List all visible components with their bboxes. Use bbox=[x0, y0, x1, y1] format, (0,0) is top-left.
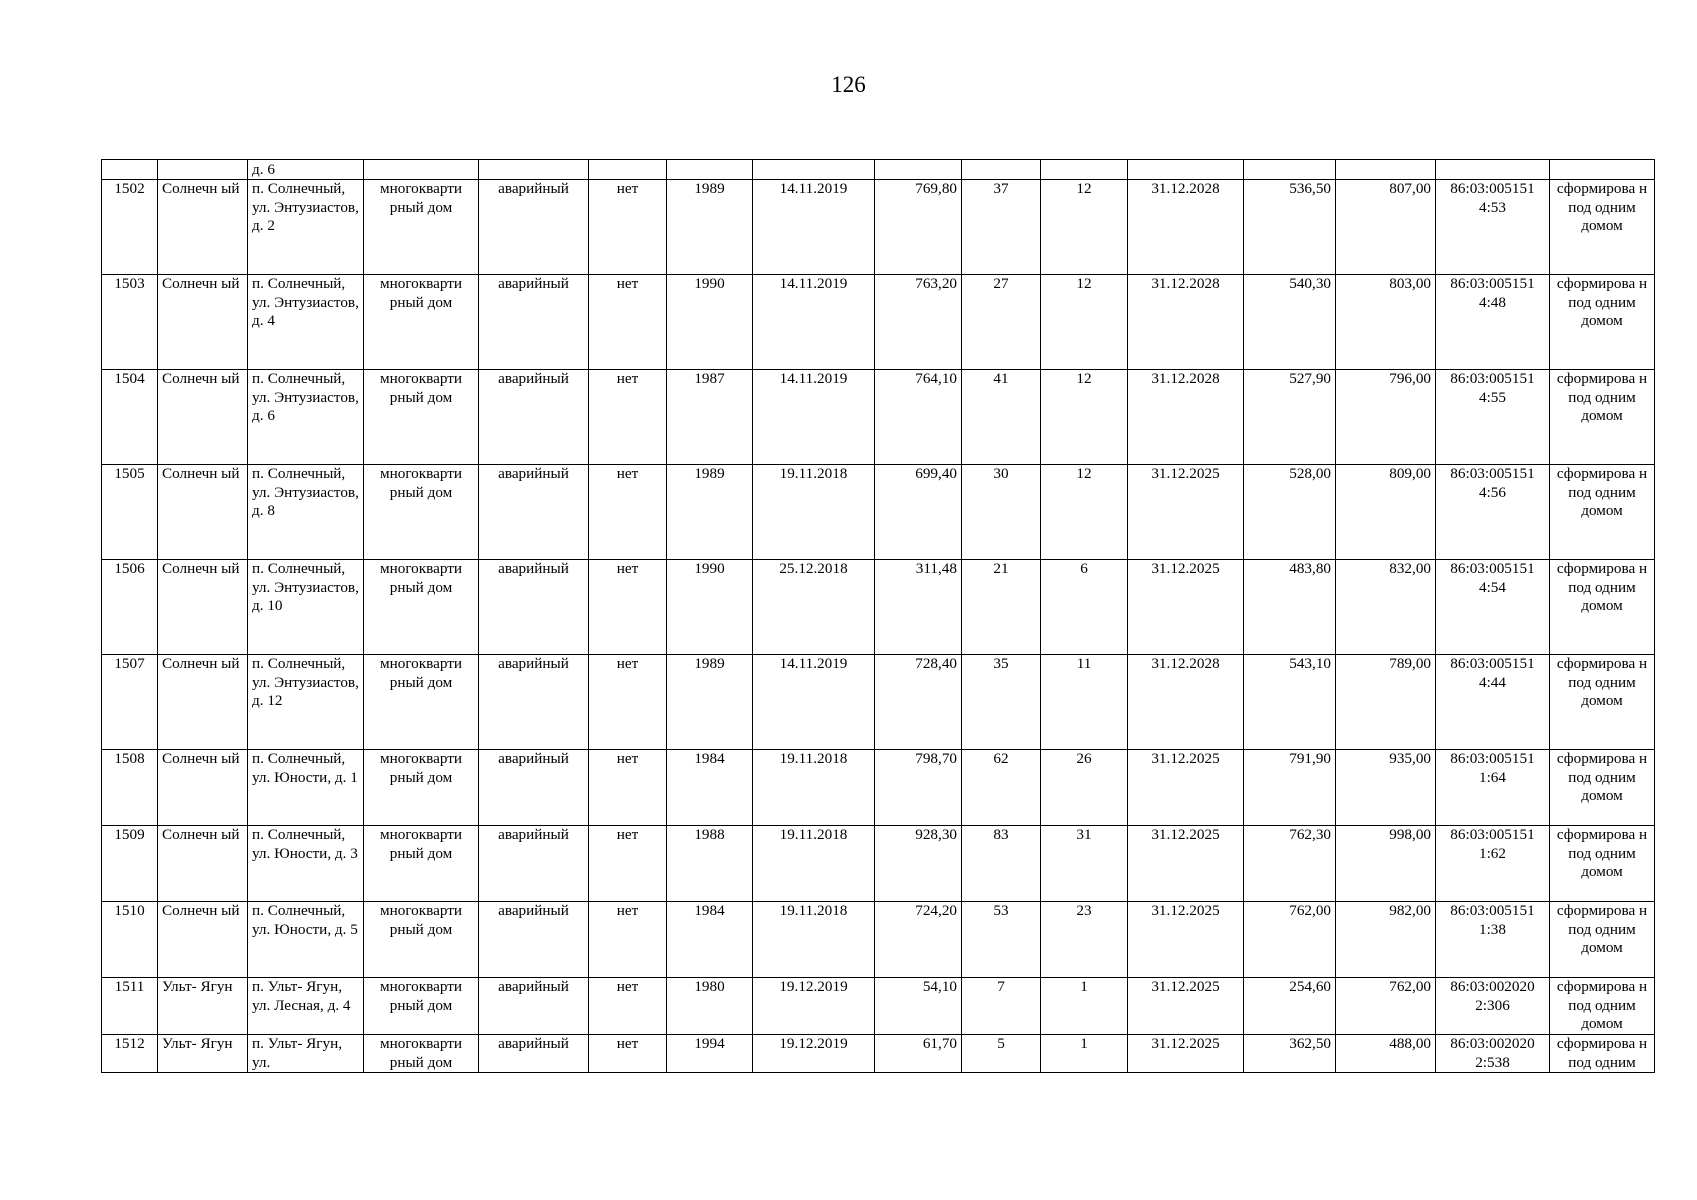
status-cell: аварийный bbox=[479, 902, 589, 978]
area-2-cell: 791,90 bbox=[1244, 750, 1336, 826]
table-body bbox=[102, 160, 1655, 1073]
note-cell: сформирова н под одним домом bbox=[1550, 180, 1655, 275]
municipality-cell: Солнечн ый bbox=[158, 826, 248, 902]
cadastral-number-cell: 86:03:005151 4:48 bbox=[1436, 275, 1550, 370]
units-cell: 12 bbox=[1041, 370, 1128, 465]
status-cell: аварийный bbox=[479, 750, 589, 826]
flag-cell: нет bbox=[589, 370, 667, 465]
municipality-cell: Солнечн ый bbox=[158, 275, 248, 370]
status-cell: аварийный bbox=[479, 655, 589, 750]
status-cell: аварийный bbox=[479, 180, 589, 275]
row-number-cell: 1506 bbox=[102, 560, 158, 655]
note-cell: сформирова н под одним домом bbox=[1550, 750, 1655, 826]
row-number-cell: 1503 bbox=[102, 275, 158, 370]
row-number-cell: 1504 bbox=[102, 370, 158, 465]
building-type-cell: многокварти рный дом bbox=[364, 750, 479, 826]
row-number-cell: 1507 bbox=[102, 655, 158, 750]
area-2-cell: 762,00 bbox=[1244, 902, 1336, 978]
area-2-cell: 527,90 bbox=[1244, 370, 1336, 465]
municipality-cell: Солнечн ый bbox=[158, 370, 248, 465]
flag-cell: нет bbox=[589, 180, 667, 275]
cadastral-number-cell: 86:03:005151 1:38 bbox=[1436, 902, 1550, 978]
area-cell: 764,10 bbox=[875, 370, 962, 465]
deadline-cell: 31.12.2025 bbox=[1128, 465, 1244, 560]
area-2-cell: 536,50 bbox=[1244, 180, 1336, 275]
year-cell: 1990 bbox=[667, 560, 753, 655]
area-cell: 928,30 bbox=[875, 826, 962, 902]
residents-cell: 7 bbox=[962, 978, 1041, 1035]
area-2-cell: 362,50 bbox=[1244, 1035, 1336, 1073]
area-2-cell: 540,30 bbox=[1244, 275, 1336, 370]
area-cell: 769,80 bbox=[875, 180, 962, 275]
residents-cell: 27 bbox=[962, 275, 1041, 370]
flag-cell: нет bbox=[589, 275, 667, 370]
date-cell: 25.12.2018 bbox=[753, 560, 875, 655]
note-cell: сформирова н под одним bbox=[1550, 1035, 1655, 1073]
table-row bbox=[102, 826, 1655, 902]
municipality-cell: Солнечн ый bbox=[158, 902, 248, 978]
deadline-cell: 31.12.2025 bbox=[1128, 826, 1244, 902]
deadline-cell: 31.12.2028 bbox=[1128, 180, 1244, 275]
flag-cell: нет bbox=[589, 655, 667, 750]
units-cell: 31 bbox=[1041, 826, 1128, 902]
year-cell: 1987 bbox=[667, 370, 753, 465]
date-cell: 19.11.2018 bbox=[753, 826, 875, 902]
flag-cell: нет bbox=[589, 826, 667, 902]
municipality-cell: Ульт- Ягун bbox=[158, 1035, 248, 1073]
year-cell: 1984 bbox=[667, 902, 753, 978]
area-3-cell: 809,00 bbox=[1336, 465, 1436, 560]
cadastral-number-cell: 86:03:005151 4:54 bbox=[1436, 560, 1550, 655]
area-cell: 763,20 bbox=[875, 275, 962, 370]
address-cell: п. Солнечный, ул. Энтузиастов, д. 2 bbox=[248, 180, 364, 275]
area-3-cell: 762,00 bbox=[1336, 978, 1436, 1035]
note-cell: сформирова н под одним домом bbox=[1550, 275, 1655, 370]
row-number-cell: 1502 bbox=[102, 180, 158, 275]
units-cell: 1 bbox=[1041, 978, 1128, 1035]
address-cell: п. Солнечный, ул. Юности, д. 5 bbox=[248, 902, 364, 978]
status-cell: аварийный bbox=[479, 275, 589, 370]
page-number: 126 bbox=[831, 72, 866, 97]
area-cell: 724,20 bbox=[875, 902, 962, 978]
area-3-cell: 803,00 bbox=[1336, 275, 1436, 370]
building-type-cell: многокварти рный дом bbox=[364, 275, 479, 370]
area-3-cell: 982,00 bbox=[1336, 902, 1436, 978]
table-row bbox=[102, 465, 1655, 560]
cadastral-number-cell: 86:03:005151 1:62 bbox=[1436, 826, 1550, 902]
date-cell: 19.11.2018 bbox=[753, 750, 875, 826]
status-cell: аварийный bbox=[479, 826, 589, 902]
address-cell: п. Солнечный, ул. Энтузиастов, д. 10 bbox=[248, 560, 364, 655]
row-number-cell: 1508 bbox=[102, 750, 158, 826]
date-cell: 14.11.2019 bbox=[753, 180, 875, 275]
deadline-cell: 31.12.2028 bbox=[1128, 370, 1244, 465]
housing-registry-table bbox=[101, 159, 1655, 1073]
status-cell: аварийный bbox=[479, 370, 589, 465]
date-cell: 19.11.2018 bbox=[753, 902, 875, 978]
address-cell: п. Солнечный, ул. Юности, д. 3 bbox=[248, 826, 364, 902]
address-cell: п. Солнечный, ул. Энтузиастов, д. 12 bbox=[248, 655, 364, 750]
row-number-cell: 1505 bbox=[102, 465, 158, 560]
table-row bbox=[102, 275, 1655, 370]
area-cell: 61,70 bbox=[875, 1035, 962, 1073]
deadline-cell: 31.12.2028 bbox=[1128, 275, 1244, 370]
flag-cell: нет bbox=[589, 750, 667, 826]
cadastral-number-cell: 86:03:005151 1:64 bbox=[1436, 750, 1550, 826]
date-cell: 14.11.2019 bbox=[753, 655, 875, 750]
building-type-cell: многокварти рный дом bbox=[364, 902, 479, 978]
residents-cell: 62 bbox=[962, 750, 1041, 826]
deadline-cell: 31.12.2025 bbox=[1128, 750, 1244, 826]
note-cell: сформирова н под одним домом bbox=[1550, 560, 1655, 655]
deadline-cell: 31.12.2028 bbox=[1128, 655, 1244, 750]
area-3-cell: 488,00 bbox=[1336, 1035, 1436, 1073]
cadastral-number-cell: 86:03:005151 4:53 bbox=[1436, 180, 1550, 275]
table-row bbox=[102, 655, 1655, 750]
area-cell: 798,70 bbox=[875, 750, 962, 826]
note-cell: сформирова н под одним домом bbox=[1550, 370, 1655, 465]
year-cell: 1989 bbox=[667, 180, 753, 275]
table-row bbox=[102, 978, 1655, 1035]
address-cell: п. Солнечный, ул. Энтузиастов, д. 4 bbox=[248, 275, 364, 370]
table-row bbox=[102, 902, 1655, 978]
area-2-cell: 254,60 bbox=[1244, 978, 1336, 1035]
building-type-cell: многокварти рный дом bbox=[364, 465, 479, 560]
cadastral-number-cell: 86:03:002020 2:306 bbox=[1436, 978, 1550, 1035]
row-number-cell: 1510 bbox=[102, 902, 158, 978]
note-cell: сформирова н под одним домом bbox=[1550, 978, 1655, 1035]
address-cell: п. Ульт- Ягун, ул. bbox=[248, 1035, 364, 1073]
units-cell: 12 bbox=[1041, 465, 1128, 560]
units-cell: 1 bbox=[1041, 1035, 1128, 1073]
units-cell: 12 bbox=[1041, 180, 1128, 275]
residents-cell: 37 bbox=[962, 180, 1041, 275]
note-cell: сформирова н под одним домом bbox=[1550, 902, 1655, 978]
area-2-cell: 762,30 bbox=[1244, 826, 1336, 902]
year-cell: 1989 bbox=[667, 655, 753, 750]
address-cell: п. Солнечный, ул. Энтузиастов, д. 6 bbox=[248, 370, 364, 465]
deadline-cell: 31.12.2025 bbox=[1128, 560, 1244, 655]
row-number-cell: 1512 bbox=[102, 1035, 158, 1073]
note-cell: сформирова н под одним домом bbox=[1550, 465, 1655, 560]
units-cell: 11 bbox=[1041, 655, 1128, 750]
area-cell: 311,48 bbox=[875, 560, 962, 655]
status-cell: аварийный bbox=[479, 1035, 589, 1073]
municipality-cell: Солнечн ый bbox=[158, 560, 248, 655]
flag-cell: нет bbox=[589, 1035, 667, 1073]
address-cell: п. Солнечный, ул. Энтузиастов, д. 8 bbox=[248, 465, 364, 560]
year-cell: 1990 bbox=[667, 275, 753, 370]
year-cell: 1988 bbox=[667, 826, 753, 902]
area-2-cell: 483,80 bbox=[1244, 560, 1336, 655]
area-2-cell: 543,10 bbox=[1244, 655, 1336, 750]
flag-cell: нет bbox=[589, 560, 667, 655]
date-cell: 19.12.2019 bbox=[753, 1035, 875, 1073]
date-cell: 14.11.2019 bbox=[753, 370, 875, 465]
building-type-cell: многокварти рный дом bbox=[364, 1035, 479, 1073]
address-cell: д. 6 bbox=[248, 160, 364, 180]
area-3-cell: 998,00 bbox=[1336, 826, 1436, 902]
municipality-cell: Солнечн ый bbox=[158, 180, 248, 275]
status-cell: аварийный bbox=[479, 978, 589, 1035]
municipality-cell: Ульт- Ягун bbox=[158, 978, 248, 1035]
municipality-cell: Солнечн ый bbox=[158, 465, 248, 560]
residents-cell: 35 bbox=[962, 655, 1041, 750]
address-cell: п. Ульт- Ягун, ул. Лесная, д. 4 bbox=[248, 978, 364, 1035]
residents-cell: 30 bbox=[962, 465, 1041, 560]
date-cell: 14.11.2019 bbox=[753, 275, 875, 370]
address-cell: п. Солнечный, ул. Юности, д. 1 bbox=[248, 750, 364, 826]
year-cell: 1984 bbox=[667, 750, 753, 826]
status-cell: аварийный bbox=[479, 465, 589, 560]
table-row bbox=[102, 180, 1655, 275]
table-row bbox=[102, 370, 1655, 465]
deadline-cell: 31.12.2025 bbox=[1128, 902, 1244, 978]
units-cell: 12 bbox=[1041, 275, 1128, 370]
building-type-cell: многокварти рный дом bbox=[364, 180, 479, 275]
area-cell: 54,10 bbox=[875, 978, 962, 1035]
area-cell: 728,40 bbox=[875, 655, 962, 750]
note-cell: сформирова н под одним домом bbox=[1550, 826, 1655, 902]
area-2-cell: 528,00 bbox=[1244, 465, 1336, 560]
residents-cell: 21 bbox=[962, 560, 1041, 655]
date-cell: 19.11.2018 bbox=[753, 465, 875, 560]
cadastral-number-cell: 86:03:002020 2:538 bbox=[1436, 1035, 1550, 1073]
cadastral-number-cell: 86:03:005151 4:56 bbox=[1436, 465, 1550, 560]
area-3-cell: 935,00 bbox=[1336, 750, 1436, 826]
area-cell: 699,40 bbox=[875, 465, 962, 560]
date-cell: 19.12.2019 bbox=[753, 978, 875, 1035]
table-row bbox=[102, 560, 1655, 655]
cadastral-number-cell: 86:03:005151 4:44 bbox=[1436, 655, 1550, 750]
cadastral-number-cell: 86:03:005151 4:55 bbox=[1436, 370, 1550, 465]
units-cell: 26 bbox=[1041, 750, 1128, 826]
area-3-cell: 832,00 bbox=[1336, 560, 1436, 655]
flag-cell: нет bbox=[589, 465, 667, 560]
deadline-cell: 31.12.2025 bbox=[1128, 978, 1244, 1035]
year-cell: 1980 bbox=[667, 978, 753, 1035]
residents-cell: 53 bbox=[962, 902, 1041, 978]
row-number-cell: 1509 bbox=[102, 826, 158, 902]
area-3-cell: 807,00 bbox=[1336, 180, 1436, 275]
row-number-cell: 1511 bbox=[102, 978, 158, 1035]
area-3-cell: 796,00 bbox=[1336, 370, 1436, 465]
continuation-row bbox=[102, 160, 1655, 180]
municipality-cell: Солнечн ый bbox=[158, 655, 248, 750]
flag-cell: нет bbox=[589, 978, 667, 1035]
area-3-cell: 789,00 bbox=[1336, 655, 1436, 750]
table-row bbox=[102, 750, 1655, 826]
year-cell: 1989 bbox=[667, 465, 753, 560]
building-type-cell: многокварти рный дом bbox=[364, 826, 479, 902]
deadline-cell: 31.12.2025 bbox=[1128, 1035, 1244, 1073]
table-row bbox=[102, 1035, 1655, 1073]
building-type-cell: многокварти рный дом bbox=[364, 560, 479, 655]
flag-cell: нет bbox=[589, 902, 667, 978]
status-cell: аварийный bbox=[479, 560, 589, 655]
building-type-cell: многокварти рный дом bbox=[364, 370, 479, 465]
building-type-cell: многокварти рный дом bbox=[364, 655, 479, 750]
year-cell: 1994 bbox=[667, 1035, 753, 1073]
units-cell: 23 bbox=[1041, 902, 1128, 978]
units-cell: 6 bbox=[1041, 560, 1128, 655]
residents-cell: 83 bbox=[962, 826, 1041, 902]
residents-cell: 41 bbox=[962, 370, 1041, 465]
municipality-cell: Солнечн ый bbox=[158, 750, 248, 826]
note-cell: сформирова н под одним домом bbox=[1550, 655, 1655, 750]
residents-cell: 5 bbox=[962, 1035, 1041, 1073]
building-type-cell: многокварти рный дом bbox=[364, 978, 479, 1035]
